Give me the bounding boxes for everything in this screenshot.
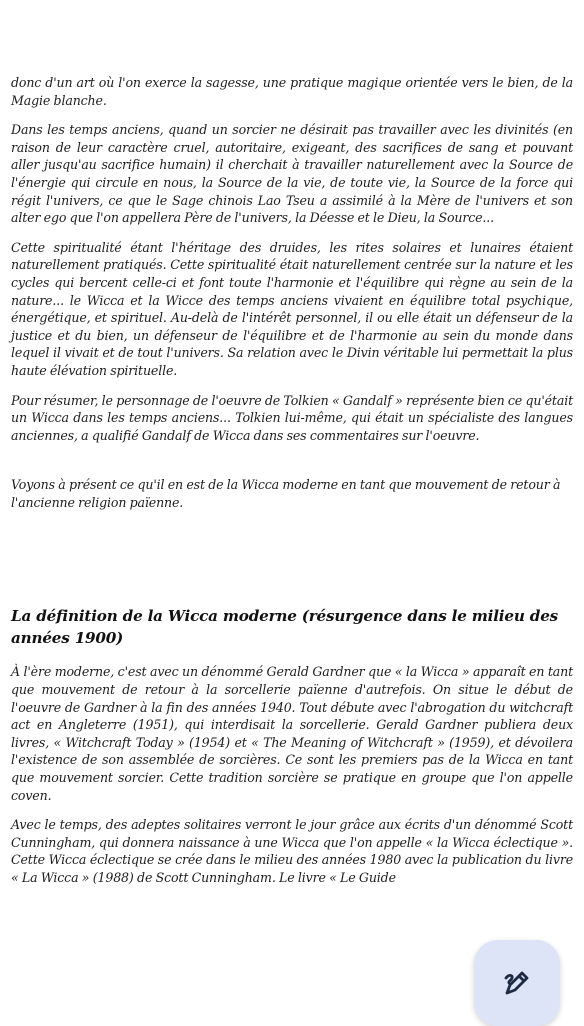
transition-paragraph: Voyons à présent ce qu'il en est de la Wicca moderne en tant que mouvement de retour à l'ancienne religion païenne. — [11, 477, 561, 510]
paragraph: Avec le temps, des adeptes solitaires verront le jour grâce aux écrits d'un dénommé Scott Cunningham, qui donnera naissance à une Wicca que l'on appelle « la Wicca éclectique ». Cette Wicca éclectique se crée dans le milieu des années 1980 avec la publication du livre « La Wicca » (1988) de Scott Cunningham. Le livre « Le Guide — [11, 817, 573, 885]
paragraph: Dans les temps anciens, quand un sorcier ne désirait pas travailler avec les divinités (en raison de leur caractère cruel, autoritaire, exigeant, des sacrifices de sang et pouvant aller jusqu'au sacrifice humain) il cherchait à travailler naturellement avec la Source de l'énergie qui circule en nous, la Source de la vie, de toute vie, la Source de la force qui régit l'univers, ce que le Sage chinois Lao Tseu a assimilé à la Mère de l'univers et son alter ego que l'on appellera Père de l'univers, la Déesse et le Dieu, la Source... — [11, 122, 573, 226]
paragraph: À l'ère moderne, c'est avec un dénommé Gerald Gardner que « la Wicca » apparaît en tant que mouvement de retour à la sorcellerie païenne d'autrefois. On situe le début de l'oeuvre de Gardner à la fin des années 1940. Tout débute avec l'abrogation du witchcraft act en Angleterre (1951), qui interdisait la sorcellerie. Gerald Gardner publiera deux livres, « Witchcraft Today » (1954) et « The Meaning of Witchcraft » (1959), et dévoilera l'existence de son assemblée de sorcières. Ce sont les premiers pas de la Wicca en tant que mouvement sorcier. Cette tradition sorcière se pratique en groupe que l'on appelle coven. — [11, 664, 573, 803]
paragraph: donc d'un art où l'on exerce la sagesse, une pratique magique orientée vers le bien, de la Magie blanche. — [11, 75, 573, 108]
section-heading: La définition de la Wicca moderne (résurgence dans le milieu des années 1900) — [11, 607, 559, 648]
paragraph: Pour résumer, le personnage de l'oeuvre de Tolkien « Gandalf » représente bien ce qu'était un Wicca dans les temps anciens... Tolkien lui-même, qui était un spécialiste des langues anciennes, a qualifié Gandalf de Wicca dans ses commentaires sur l'oeuvre. — [11, 392, 573, 443]
edit-fab-button[interactable] — [474, 940, 560, 1026]
paragraph: Cette spiritualité étant l'héritage des druides, les rites solaires et lunaires étaient naturellement pratiqués. Cette spiritualité était naturellement centrée sur la nature et les cycles qui bercent celle-ci et font toute l'harmonie et l'équilibre qui règne au sein de la nature... le Wicca et la Wicce des temps anciens vivaient en équilibre total psychique, énergétique, et spirituel. Au-delà de l'intérêt personnel, il ou elle était un défenseur de la justice et du bien, un défenseur de l'équilibre et de l'harmonie au sein du monde dans lequel il vivait et de tout l'univers. Sa relation avec le Divin véritable lui permettait la plus haute élévation spirituelle. — [11, 239, 573, 378]
edit-pen-icon — [500, 966, 534, 1000]
document-body — [11, 74, 573, 899]
